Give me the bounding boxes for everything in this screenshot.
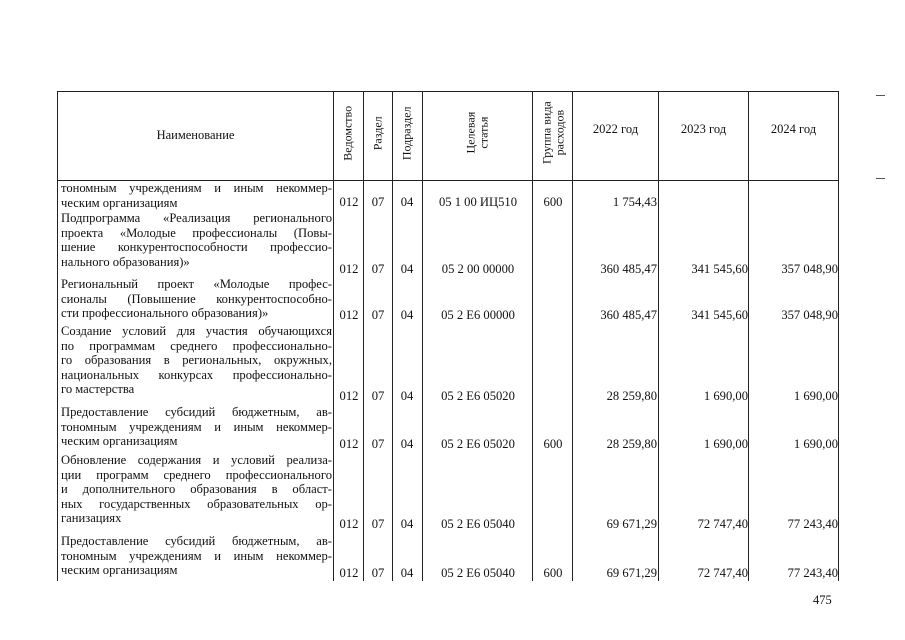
header-group-line1: Группа вида: [539, 101, 554, 164]
col-divider: [532, 91, 533, 581]
row-name: тономным учреждениям и иным некоммер- ческим организациям: [61, 181, 332, 210]
cell-section: 07: [371, 308, 385, 322]
cell-2022: 28 259,80: [606, 389, 657, 403]
cell-subsection: 04: [400, 517, 414, 531]
cell-target: 05 2 E6 05040: [441, 566, 515, 580]
header-target-line1: Целевая: [463, 111, 478, 154]
cell-section: 07: [371, 389, 385, 403]
row-name: Создание условий для участия обучающихся по программам среднего профессионально- го образования в региональных, окружных, национальных конкурсах профессионально- го мастерства: [61, 324, 332, 397]
row-name: Предоставление субсидий бюджетным, ав- тономным учреждениям и иным некоммер- ческим организациям: [61, 405, 332, 449]
cell-2022: 28 259,80: [606, 437, 657, 451]
cell-target: 05 2 E6 05020: [441, 437, 515, 451]
margin-mark: [876, 178, 885, 179]
cell-target: 05 2 E6 05040: [441, 517, 515, 531]
cell-dept: 012: [339, 308, 359, 322]
cell-dept: 012: [339, 195, 359, 209]
cell-group: 600: [543, 566, 563, 580]
header-name: Наименование: [156, 128, 235, 143]
cell-group: 600: [543, 195, 563, 209]
header-target: [464, 88, 489, 178]
header-2023: 2023 год: [680, 122, 727, 137]
cell-2024: 357 048,90: [781, 262, 838, 276]
header-expense-group: [540, 88, 565, 178]
col-divider: [333, 91, 334, 581]
header-target-line2: статья: [476, 116, 490, 149]
cell-target: 05 2 E6 00000: [441, 308, 515, 322]
row-name: Региональный проект «Молодые профес- сионалы (Повышение конкурентоспособно- сти профессионального образования)»: [61, 277, 332, 321]
cell-2022: 69 671,29: [606, 566, 657, 580]
cell-2024: 1 690,00: [793, 389, 838, 403]
col-divider: [392, 91, 393, 581]
page-number: 475: [813, 593, 832, 607]
header-group-line2: расходов: [552, 109, 566, 156]
cell-section: 07: [371, 517, 385, 531]
cell-subsection: 04: [400, 389, 414, 403]
cell-section: 07: [371, 262, 385, 276]
cell-target: 05 2 E6 05020: [441, 389, 515, 403]
cell-dept: 012: [339, 566, 359, 580]
cell-subsection: 04: [400, 195, 414, 209]
col-divider: [422, 91, 423, 581]
row-name: Предоставление субсидий бюджетным, ав- тономным учреждениям и иным некоммер- ческим организациям: [61, 534, 332, 578]
cell-section: 07: [371, 195, 385, 209]
cell-2023: 72 747,40: [697, 566, 748, 580]
cell-target: 05 1 00 ИЦ510: [438, 195, 517, 209]
cell-section: 07: [371, 566, 385, 580]
cell-2022: 1 754,43: [612, 195, 657, 209]
cell-dept: 012: [339, 389, 359, 403]
cell-subsection: 04: [400, 437, 414, 451]
cell-dept: 012: [339, 517, 359, 531]
cell-group: 600: [543, 437, 563, 451]
cell-2023: 1 690,00: [703, 389, 748, 403]
cell-2024: 77 243,40: [787, 566, 838, 580]
row-name: Обновление содержания и условий реализа- ции программ среднего профессионального и дополнительного образования в област- ных государственных образовательных ор- ганизациях: [61, 453, 332, 526]
header-section: Раздел: [370, 116, 385, 151]
cell-dept: 012: [339, 262, 359, 276]
header-dept: Ведомство: [340, 105, 355, 161]
margin-mark: [876, 95, 885, 96]
row-name: Подпрограмма «Реализация регионального проекта «Молодые профессионалы (Повы- шение конкурентоспособности профессио- нального образования)»: [61, 211, 332, 269]
cell-section: 07: [371, 437, 385, 451]
cell-2023: 341 545,60: [691, 262, 748, 276]
header-2022: 2022 год: [592, 122, 639, 137]
cell-2024: 1 690,00: [793, 437, 838, 451]
cell-subsection: 04: [400, 262, 414, 276]
cell-2022: 360 485,47: [600, 262, 657, 276]
header-2024: 2024 год: [770, 122, 817, 137]
cell-target: 05 2 00 00000: [441, 262, 515, 276]
cell-2023: 72 747,40: [697, 517, 748, 531]
table-right-border: [838, 91, 839, 581]
header-subsection: Подраздел: [399, 106, 414, 161]
cell-2023: 1 690,00: [703, 437, 748, 451]
cell-2022: 360 485,47: [600, 308, 657, 322]
col-divider: [363, 91, 364, 581]
cell-2024: 77 243,40: [787, 517, 838, 531]
cell-2022: 69 671,29: [606, 517, 657, 531]
cell-2024: 357 048,90: [781, 308, 838, 322]
cell-dept: 012: [339, 437, 359, 451]
cell-subsection: 04: [400, 566, 414, 580]
cell-2023: 341 545,60: [691, 308, 748, 322]
cell-subsection: 04: [400, 308, 414, 322]
